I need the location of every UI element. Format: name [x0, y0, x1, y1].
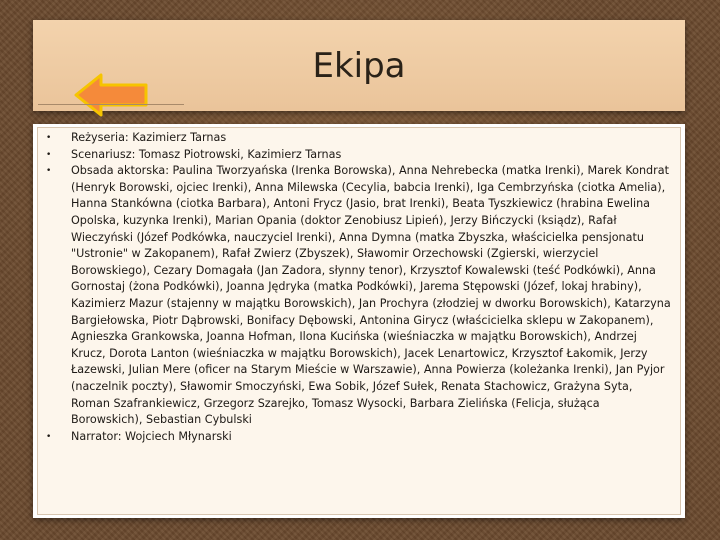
slide-title: Ekipa	[312, 46, 406, 86]
list-item-text: Scenariusz: Tomasz Piotrowski, Kazimierz Tarnas	[71, 147, 342, 161]
list-item-text: Narrator: Wojciech Młynarski	[71, 429, 232, 443]
list-item	[38, 130, 680, 147]
title-divider	[38, 104, 184, 105]
list-item-text: Obsada aktorska: Paulina Tworzyańska (Irenka Borowska), Anna Nehrebecka (matka Irenki), Marek Kondrat (Henryk Borowski, ojciec Irenki), Anna Milewska (Cecylia, babcia Irenki), Iga Cembrzyńska (ciotka Amelia), Hanna Stankówna (ciotka Barbara), Antoni Frycz (Jasio, brat Irenki), Beata Tyszkiewicz (hrabina Ewelina Opolska, kuzynka Irenki), Marian Opania (doktor Zenobiusz Lipień), Jerzy Bińczycki (ksiądz), Rafał Wieczyński (Józef Podkówka, nauczyciel Irenki), Anna Dymna (matka Zbyszka, właścicielka pensjonatu "Ustronie" w Zakopanem), Rafał Zwierz (Zbyszek), Sławomir Orzechowski (Zgierski, wierzyciel Borowskiego), Cezary Domagała (Jan Zadora, słynny tenor), Krzysztof Kowalewski (teść Podkówki), Anna Gornostaj (żona Podkówki), Joanna Jędryka (matka Podkówki), Jarema Stępowski (Józef, lokaj hrabiny), Kazimierz Mazur (stajenny w majątku Borowskich), Jan Prochyra (złodziej w dworku Borowskich), Katarzyna Bargiełowska, Piotr Dąbrowski, Bonifacy Dębowski, Antonina Girycz (właścicielka sklepu w Zakopanem), Agnieszka Grankowska, Joanna Hofman, Ilona Kucińska (wieśniaczka w majątku Borowskich), Andrzej Krucz, Dorota Lanton (wieśniaczka w majątku Borowskich), Jacek Lenartowicz, Krzysztof Łakomik, Jerzy Łazewski, Julian Mere (oficer na Starym Mieście w Warszawie), Anna Powierza (koleżanka Irenki), Jan Pyjor (naczelnik poczty), Sławomir Smoczyński, Ewa Sobik, Józef Sułek, Renata Stachowicz, Grażyna Syta, Roman Szafrankiewicz, Grzegorz Szarejko, Tomasz Wysocki, Barbara Zielińska (Felicja, służąca Borowskich), Sebastian Cybulski	[71, 164, 671, 427]
list-item	[38, 147, 680, 164]
list-item	[38, 429, 680, 446]
bullet: •	[46, 149, 52, 160]
credits-list	[38, 130, 680, 445]
bullet: •	[46, 431, 52, 442]
content-box	[37, 127, 681, 515]
title-panel	[33, 20, 685, 111]
bullet: •	[46, 166, 52, 177]
content-panel	[33, 124, 685, 518]
list-item	[38, 163, 680, 429]
list-item-text: Reżyseria: Kazimierz Tarnas	[71, 131, 227, 144]
bullet: •	[46, 133, 52, 143]
